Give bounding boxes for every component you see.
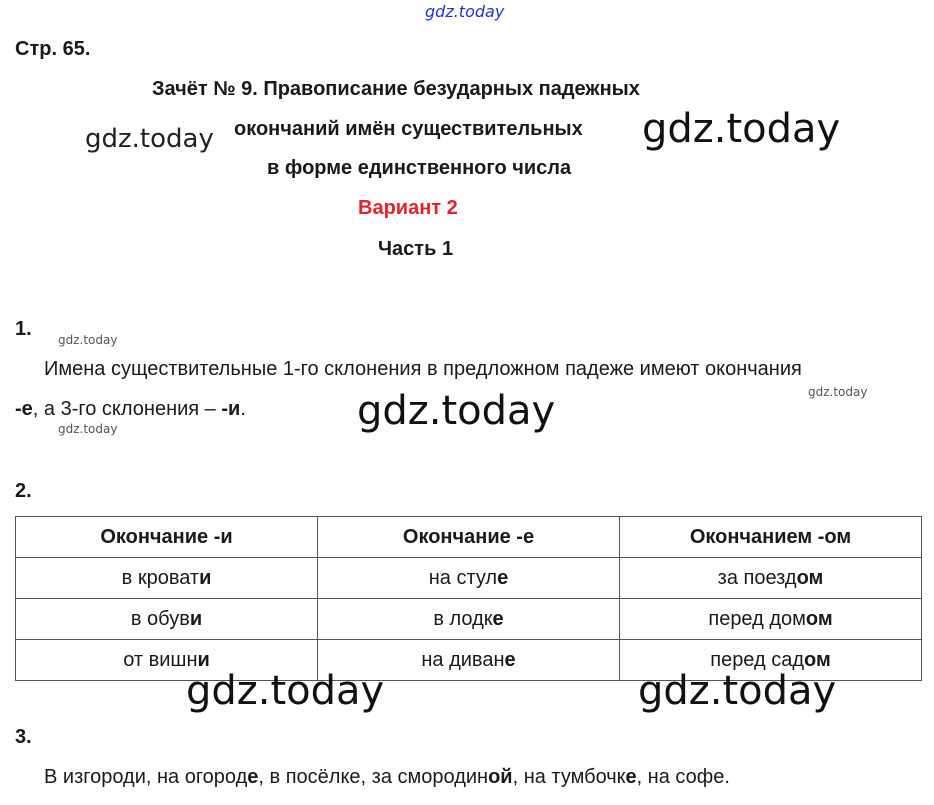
table-cell [16, 558, 318, 599]
cell-stem: от вишн [123, 648, 198, 671]
watermark-small-1: gdz.today [58, 333, 118, 347]
watermark-small-2: gdz.today [808, 385, 868, 399]
cell-stem: в обув [130, 607, 190, 630]
cell-ending: ом [804, 648, 831, 671]
task-3-ending: ой [488, 766, 513, 788]
task-1-text-line-2 [15, 398, 246, 421]
cell-stem: перед дом [708, 607, 806, 630]
cell-stem: в кроват [121, 566, 200, 589]
task-3-fragment: , на софе. [636, 766, 730, 788]
task-1-text-line-1: Имена существительные 1-го склонения в предложном падеже имеют окончания [44, 358, 802, 380]
table-cell [620, 599, 922, 640]
task-3-fragment: В изгороди, на огород [44, 766, 248, 788]
cell-ending: е [497, 566, 509, 589]
task-1-text-end: . [240, 398, 246, 420]
heading-line-2: окончаний имён существительных [234, 118, 583, 140]
cell-stem: перед сад [710, 648, 805, 671]
table-header-i: Окончание -и [16, 517, 318, 558]
task-3-number: 3. [15, 726, 32, 748]
cell-ending: ом [796, 566, 824, 589]
endings-table [15, 516, 922, 681]
cell-ending: и [189, 607, 203, 630]
table-cell [620, 558, 922, 599]
cell-stem: на диван [421, 648, 505, 671]
watermark-table-right: gdz.today [638, 668, 837, 714]
task-1-text-mid: , а 3-го склонения – [32, 398, 222, 420]
watermark-center-task1: gdz.today [357, 388, 556, 434]
cell-ending: ом [805, 607, 833, 630]
task-1-ending-1: -е [15, 398, 33, 420]
cell-ending: е [492, 607, 504, 630]
task-1-number: 1. [15, 318, 32, 340]
watermark-top: gdz.today [425, 2, 505, 21]
watermark-table-left: gdz.today [186, 668, 385, 714]
table-header-om: Окончанием -ом [620, 517, 922, 558]
cell-stem: в лодк [433, 607, 493, 630]
table-cell [16, 599, 318, 640]
task-2-number: 2. [15, 480, 32, 502]
table-cell [318, 558, 620, 599]
cell-ending: е [504, 648, 516, 671]
task-3-fragment: , в посёлке, за смородин [258, 766, 489, 788]
task-3-ending: е [625, 766, 637, 788]
task-1-ending-2: -и [221, 398, 241, 420]
heading-line-1: Зачёт № 9. Правописание безударных падежных [152, 78, 640, 100]
part-label: Часть 1 [378, 238, 454, 260]
cell-ending: и [199, 566, 212, 589]
watermark-right-title: gdz.today [642, 106, 841, 152]
page-reference: Стр. 65. [15, 38, 91, 60]
table-cell [318, 599, 620, 640]
cell-stem: за поезд [717, 566, 797, 589]
task-3-fragment: , на тумбочк [512, 766, 626, 788]
watermark-left-title: gdz.today [85, 124, 214, 154]
table-row [16, 599, 922, 640]
table-header-row [16, 517, 922, 558]
table-row [16, 558, 922, 599]
heading-line-3: в форме единственного числа [267, 157, 572, 179]
table-header-e: Окончание -е [318, 517, 620, 558]
cell-stem: на стул [428, 566, 498, 589]
task-3-text [44, 766, 730, 789]
variant-label: Вариант 2 [358, 197, 458, 219]
watermark-small-3: gdz.today [58, 422, 118, 436]
task-3-ending: е [247, 766, 259, 788]
cell-ending: и [197, 648, 210, 671]
